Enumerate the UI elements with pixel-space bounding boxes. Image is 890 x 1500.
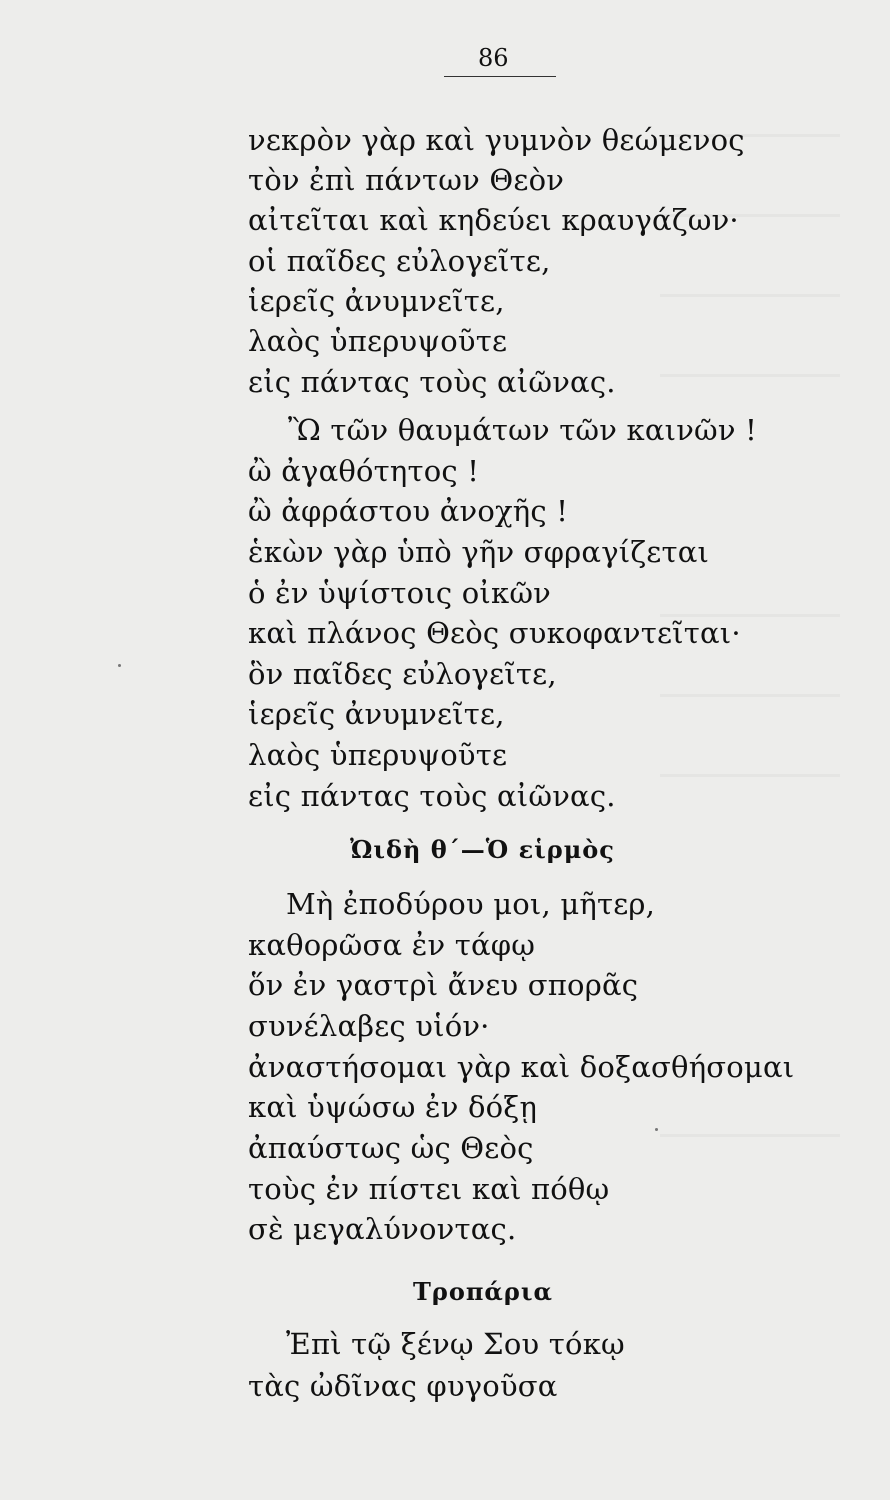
bleed-through-line xyxy=(660,374,840,377)
verse-line: τοὺς ἐν πίστει καὶ πόθῳ xyxy=(248,1172,610,1206)
verse-line: Ὢ τῶν θαυμάτων τῶν καινῶν ! xyxy=(288,413,757,447)
verse-line: ἀναστήσομαι γὰρ καὶ δοξασθήσομαι xyxy=(248,1050,795,1084)
section-heading-irmos: Ὠιδὴ θ΄—Ὁ εἱρμὸς xyxy=(350,835,615,864)
verse-line: αἰτεῖται καὶ κηδεύει κραυγάζων· xyxy=(248,203,739,237)
bleed-through-line xyxy=(660,294,840,297)
verse-line: οἱ παῖδες εὐλογεῖτε, xyxy=(248,244,551,278)
verse-line: ὅν ἐν γαστρὶ ἄνευ σπορᾶς xyxy=(248,968,639,1002)
verse-line: λαὸς ὑπερυψοῦτε xyxy=(248,324,508,358)
section-heading-troparia: Τροπάρια xyxy=(413,1277,553,1306)
verse-line: ἀπαύστως ὡς Θεὸς xyxy=(248,1131,534,1165)
verse-line: εἰς πάντας τοὺς αἰῶνας. xyxy=(248,365,616,399)
verse-line: εἰς πάντας τοὺς αἰῶνας. xyxy=(248,779,616,813)
bleed-through-line xyxy=(660,774,840,777)
verse-line: τὸν ἐπὶ πάντων Θεὸν xyxy=(248,163,565,197)
print-speck xyxy=(655,1128,658,1131)
verse-line: ἑκὼν γὰρ ὑπὸ γῆν σφραγίζεται xyxy=(248,535,710,569)
verse-line: λαὸς ὑπερυψοῦτε xyxy=(248,738,508,772)
verse-line: σὲ μεγαλύνοντας. xyxy=(248,1212,517,1246)
page-number-rule xyxy=(444,76,556,77)
verse-line: ὢ ἀγαθότητος ! xyxy=(248,454,480,488)
verse-line: καὶ πλάνος Θεὸς συκοφαντεῖται· xyxy=(248,616,741,650)
verse-line: τὰς ὠδῖνας φυγοῦσα xyxy=(248,1369,558,1403)
verse-line: ὁ ἐν ὑψίστοις οἰκῶν xyxy=(248,576,551,610)
verse-line: συνέλαβες υἱόν· xyxy=(248,1009,490,1043)
print-speck xyxy=(118,664,121,667)
verse-line: καθορῶσα ἐν τάφῳ xyxy=(248,928,536,962)
verse-line: Ἐπὶ τῷ ξένῳ Σου τόκῳ xyxy=(286,1327,625,1361)
verse-line: ὢ ἀφράστου ἀνοχῆς ! xyxy=(248,494,569,528)
verse-line: ἱερεῖς ἀνυμνεῖτε, xyxy=(248,284,505,318)
verse-line: νεκρὸν γὰρ καὶ γυμνὸν θεώμενος xyxy=(248,123,745,157)
page-number: 86 xyxy=(478,44,509,72)
bleed-through-line xyxy=(660,1134,840,1137)
verse-line: ἱερεῖς ἀνυμνεῖτε, xyxy=(248,697,505,731)
verse-line: καὶ ὑψώσω ἐν δόξῃ xyxy=(248,1090,538,1124)
verse-line: ὃν παῖδες εὐλογεῖτε, xyxy=(248,657,557,691)
bleed-through-line xyxy=(660,694,840,697)
verse-line: Μὴ ἐποδύρου μοι, μῆτερ, xyxy=(286,887,656,921)
